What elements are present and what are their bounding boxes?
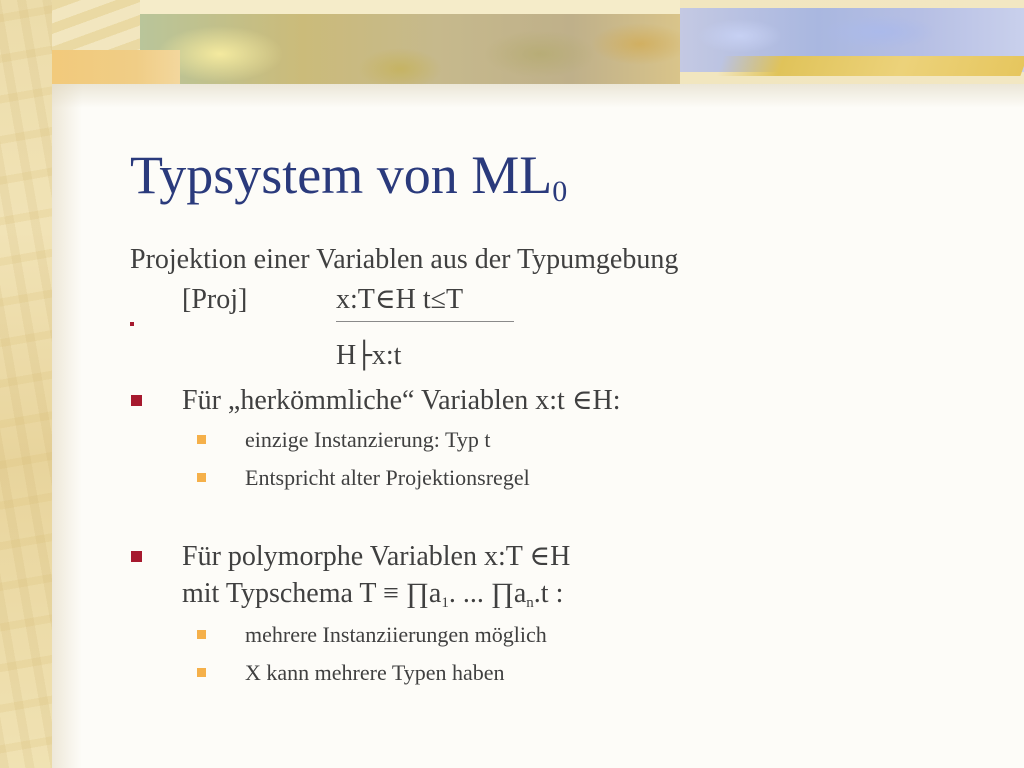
bullet-1-text: Für „herkömmliche“ Variablen x:t ∈H:: [182, 385, 621, 416]
slide-title-text: Typsystem von ML: [130, 145, 553, 205]
bullet-square-icon: [131, 551, 142, 562]
intro-text: Projektion einer Variablen aus der Typumgebung: [130, 244, 679, 275]
header-shadow: [52, 84, 1024, 108]
bullet-square-icon: [131, 395, 142, 406]
subscript-1: 1: [441, 595, 449, 611]
header-orange-accent: [34, 50, 180, 84]
rule-name: [Proj]: [182, 284, 248, 315]
subscript-n: n: [526, 595, 534, 611]
rule-conclusion-judgement: x:t: [371, 340, 402, 371]
bullet-2-sub-1: mehrere Instanziierungen möglich: [245, 622, 547, 647]
turnstile-symbol: ├: [356, 341, 372, 371]
bullet-1-sub-1: einzige Instanzierung: Typ t: [245, 427, 491, 452]
sub-bullet-square-icon: [197, 435, 206, 444]
header-gold-accent: [716, 56, 1024, 76]
rule-inference-line: [336, 321, 514, 322]
rule-conclusion-env: H: [336, 340, 357, 371]
bullet-1-sub-2: Entspricht alter Projektionsregel: [245, 465, 530, 490]
typschema-text-a: mit Typschema T ≡ ∏a: [182, 578, 442, 609]
header-leaves-image: [140, 0, 680, 84]
typschema-text-b: . ... ∏a: [448, 578, 527, 609]
sub-bullet-square-icon: [197, 630, 206, 639]
bullet-2-line-1: Für polymorphe Variablen x:T ∈H: [182, 541, 571, 572]
typschema-text-c: .t :: [533, 578, 564, 609]
rule-premise: x:T∈H t≤T: [336, 284, 464, 315]
empty-bullet-marker: [130, 322, 134, 326]
bullet-2-sub-2: X kann mehrere Typen haben: [245, 660, 505, 685]
slide-title: [130, 145, 568, 208]
slide-title-subscript: 0: [552, 175, 568, 208]
bullet-2-line-2: [182, 580, 563, 611]
sub-bullet-square-icon: [197, 668, 206, 677]
left-parchment-strip: [0, 0, 52, 768]
left-shadow: [52, 84, 82, 768]
sub-bullet-square-icon: [197, 473, 206, 482]
rule-conclusion: [336, 342, 401, 370]
